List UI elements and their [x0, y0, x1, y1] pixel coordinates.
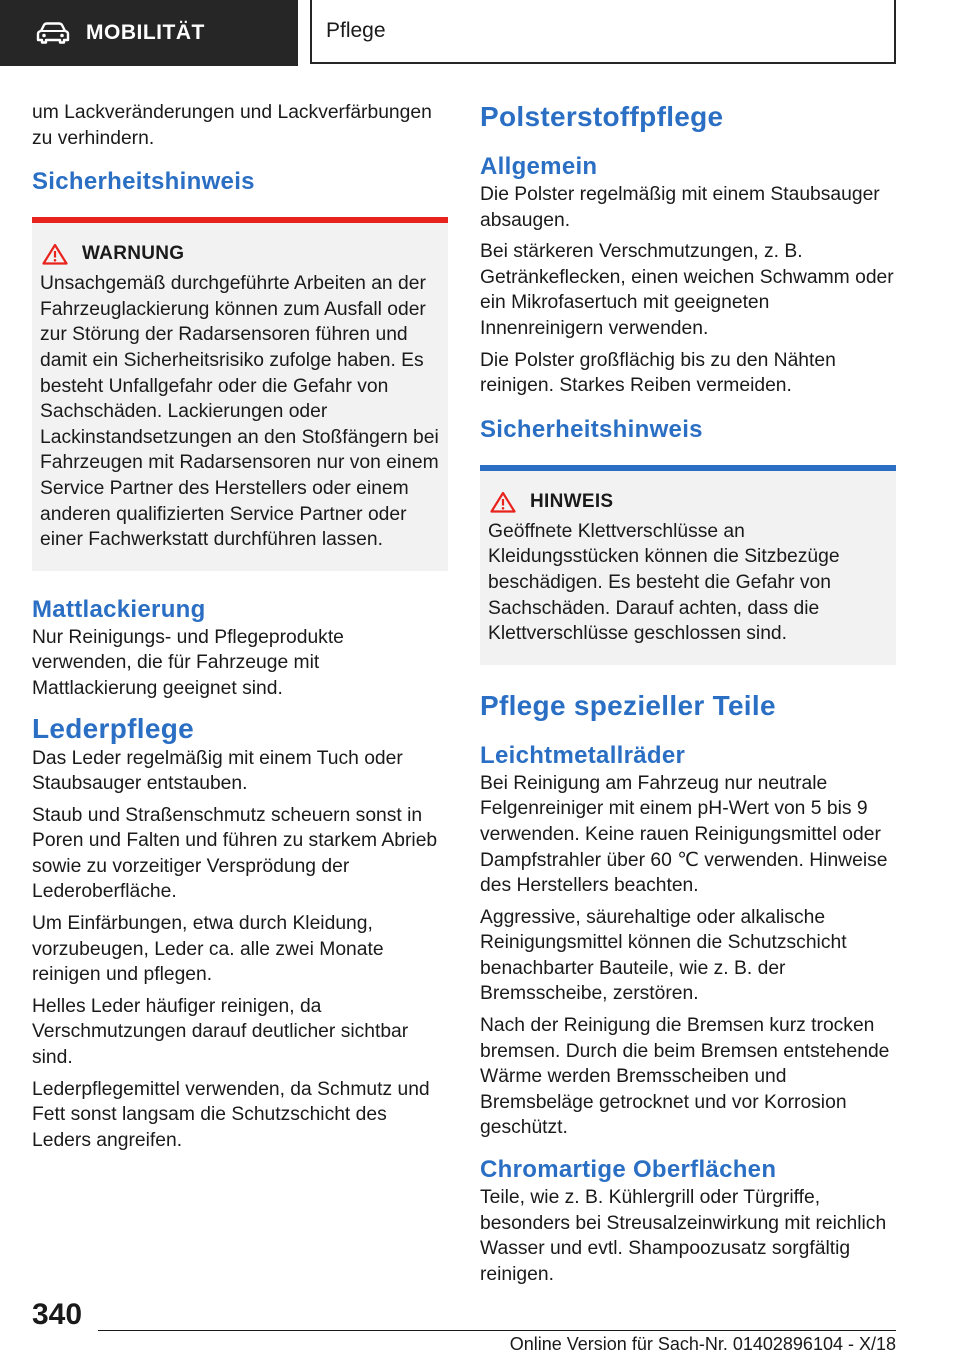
chapter-tab-pflege[interactable]	[310, 0, 896, 64]
safety-heading-left: Sicherheitshinweis	[32, 168, 255, 196]
polster-heading: Polsterstoffpflege	[480, 101, 724, 132]
allgemein-heading: Allgemein	[480, 153, 598, 180]
leichtmetall-paragraph: Aggressive, säurehaltige oder alkalische Reinigungsmittel können die Schutzschicht benachbarter Bauteile, wie z. B. der Bremsscheibe, zerstören.	[480, 906, 847, 1005]
leder-heading: Lederpflege	[32, 712, 195, 744]
chrom-heading: Chromartige Oberflächen	[480, 1156, 777, 1184]
leder-paragraph: Um Einfärbungen, etwa durch Kleidung, vorzubeugen, Leder ca. alle zwei Monate reinigen und pflegen.	[32, 913, 384, 986]
footer-divider	[98, 1330, 896, 1331]
footer-online-version: Online Version für Sach-Nr. 01402896104 - X/18	[509, 1334, 896, 1354]
allgemein-paragraph: Die Polster regelmäßig mit einem Staubsauger absaugen.	[480, 184, 880, 231]
teile-heading: Pflege spezieller Teile	[480, 689, 776, 721]
warning-label: WARNUNG	[82, 243, 185, 265]
notice-box-header	[488, 491, 888, 513]
chapter-tab-label: Pflege	[326, 19, 386, 42]
warning-box	[32, 217, 448, 571]
leder-paragraph: Das Leder regelmäßig mit einem Tuch oder Staubsauger entstauben.	[32, 747, 403, 795]
allgemein-paragraph: Die Polster großflächig bis zu den Nähten reinigen. Starkes Reiben vermeiden.	[480, 349, 836, 397]
right-column	[480, 100, 896, 1293]
leichtmetall-heading: Leichtmetallräder	[480, 741, 686, 769]
warning-box-header	[40, 243, 440, 265]
leder-paragraph: Staub und Straßenschmutz scheuern sonst in Poren und Falten und führen zu starkem Abrieb sowie zu vorzeitiger Versprödung der Lederoberfläche.	[32, 804, 438, 903]
leichtmetall-paragraph: Nach der Reinigung die Bremsen kurz trocken bremsen. Durch die beim Bremsen entstehende Wärme werden Bremsscheiben und Bremsbeläge getrocknet und vor Korrosion geschützt.	[480, 1015, 890, 1139]
page-header	[0, 0, 960, 66]
section-tab-label: MOBILITÄT	[86, 21, 205, 44]
safety-heading-right: Sicherheitshinweis	[480, 415, 703, 443]
intro-text: um Lackveränderungen und Lackverfärbungen zu verhindern.	[32, 102, 432, 149]
leder-paragraph: Helles Leder häufiger reinigen, da Verschmutzungen darauf deutlicher sichtbar sind.	[32, 995, 409, 1069]
left-column	[32, 100, 448, 1159]
section-tab-mobilitaet[interactable]	[0, 0, 298, 66]
chrom-text: Teile, wie z. B. Kühlergrill oder Türgriffe, besonders bei Streusalzeinwirkung mit reichlich Wasser und evtl. Shampoozusatz sorgfältig reinigen.	[480, 1187, 887, 1285]
notice-label: HINWEIS	[530, 490, 614, 512]
matt-text: Nur Reinigungs- und Pflegeprodukte verwenden, die für Fahrzeuge mit Mattlackierung geeignet sind.	[32, 626, 344, 699]
leder-paragraph: Lederpflegemittel verwenden, da Schmutz und Fett sonst langsam die Schutzschicht des Leders angreifen.	[32, 1078, 430, 1151]
warning-triangle-icon	[42, 243, 68, 265]
notice-box	[480, 465, 896, 665]
matt-heading: Mattlackierung	[32, 595, 206, 623]
page-number: 340	[32, 1298, 83, 1331]
notice-text: Geöffnete Klettverschlüsse an Kleidungsstücken können die Sitzbezüge beschädigen. Es besteht die Gefahr von Sachschäden. Darauf achten, dass die Klettverschlüsse geschlossen sind.	[488, 520, 840, 645]
leichtmetall-paragraph: Bei Reinigung am Fahrzeug nur neutrale Felgenreiniger mit einem pH-Wert von 5 bis 9 verwenden. Keine rauen Reinigungsmittel oder Dampfstrahler über 60 ℃ verwenden. Hinweise des Herstellers beachten.	[480, 772, 888, 897]
car-icon	[36, 22, 70, 44]
notice-triangle-icon	[490, 491, 516, 513]
warning-text: Unsachgemäß durchgeführte Arbeiten an der Fahrzeuglackierung können zum Ausfall oder zur Störung der Radarsensoren führen und damit ein Sicherheitsrisiko zufolge haben. Es besteht Unfallgefahr oder die Gefahr von Sachschäden. Lackierungen oder Lackinstandsetzungen an den Stoßfängern bei Fahrzeugen mit Radarsensoren nur von einem Service Partner des Herstellers oder einem anderen qualifizierten Service Partner oder einer Fachwerkstatt durchführen lassen.	[40, 273, 439, 551]
allgemein-paragraph: Bei stärkeren Verschmutzungen, z. B. Getränkeflecken, einen weichen Schwamm oder ein Mikrofasertuch mit geeigneten Innenreinigern verwenden.	[480, 241, 894, 339]
